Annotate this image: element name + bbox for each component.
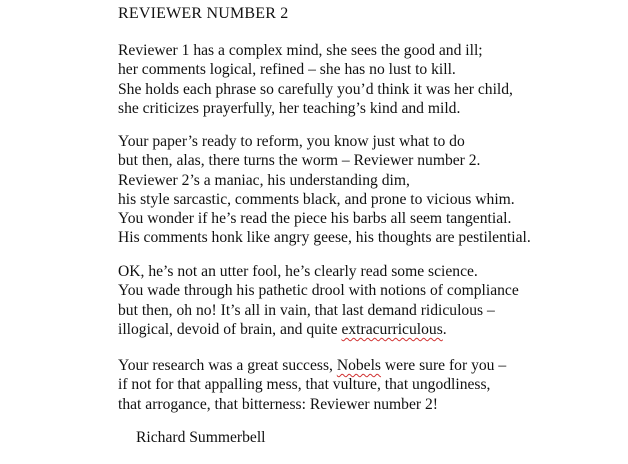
stanza-2 <box>118 132 531 248</box>
line-text: . <box>442 320 447 338</box>
spellcheck-flagged-word[interactable]: extracurriculous <box>341 320 443 338</box>
line-text: his style sarcastic, comments black, and prone to vicious whim. <box>118 190 515 208</box>
stanza-1 <box>118 41 513 118</box>
line-text: Your paper’s ready to reform, you know just what to do <box>118 133 465 150</box>
poem-line <box>118 356 506 375</box>
poem-line <box>118 262 519 281</box>
poem-line <box>118 228 531 247</box>
poem-title: REVIEWER NUMBER 2 <box>118 5 289 22</box>
author-signature: Richard Summerbell <box>136 429 266 446</box>
stanza-3 <box>118 262 519 339</box>
line-text: she criticizes prayerfully, her teaching’s kind and mild. <box>118 99 461 117</box>
line-text: illogical, devoid of brain, and quite <box>118 320 342 338</box>
poem-line <box>118 375 506 394</box>
line-text: her comments logical, refined – she has no lust to kill. <box>118 61 456 79</box>
poem-line <box>118 190 531 209</box>
line-text: You wade through his pathetic drool with notions of compliance <box>118 282 519 300</box>
line-text: You wonder if he’s read the piece his barbs all seem tangential. <box>118 210 512 228</box>
poem-line <box>118 171 531 190</box>
line-text: that arrogance, that bitterness: Reviewer number 2! <box>118 395 438 413</box>
line-text: but then, oh no! It’s all in vain, that last demand ridiculous – <box>118 301 495 319</box>
poem-line <box>118 41 513 60</box>
line-text: were sure for you – <box>381 357 507 374</box>
line-text: but then, alas, there turns the worm – Reviewer number 2. <box>118 152 481 170</box>
line-text: His comments honk like angry geese, his thoughts are pestilential. <box>118 229 531 247</box>
poem-line <box>118 80 513 99</box>
poem-line <box>118 132 531 151</box>
poem-line <box>118 395 506 414</box>
line-text: OK, he’s not an utter fool, he’s clearly read some science. <box>118 263 478 280</box>
poem-line <box>118 99 513 118</box>
line-text: Reviewer 2’s a maniac, his understanding dim, <box>118 171 410 189</box>
line-text: if not for that appalling mess, that vulture, that ungodliness, <box>118 376 491 394</box>
line-text: Reviewer 1 has a complex mind, she sees the good and ill; <box>118 42 483 59</box>
poem-line <box>118 281 519 300</box>
poem-line <box>118 301 519 320</box>
line-text: Your research was a great success, <box>118 357 337 374</box>
poem-line <box>118 60 513 79</box>
poem-line <box>118 209 531 228</box>
line-text: She holds each phrase so carefully you’d think it was her child, <box>118 80 513 98</box>
poem-line <box>118 151 531 170</box>
poem-line <box>118 320 519 339</box>
stanza-4 <box>118 356 506 414</box>
spellcheck-flagged-word[interactable]: Nobels <box>336 357 382 374</box>
